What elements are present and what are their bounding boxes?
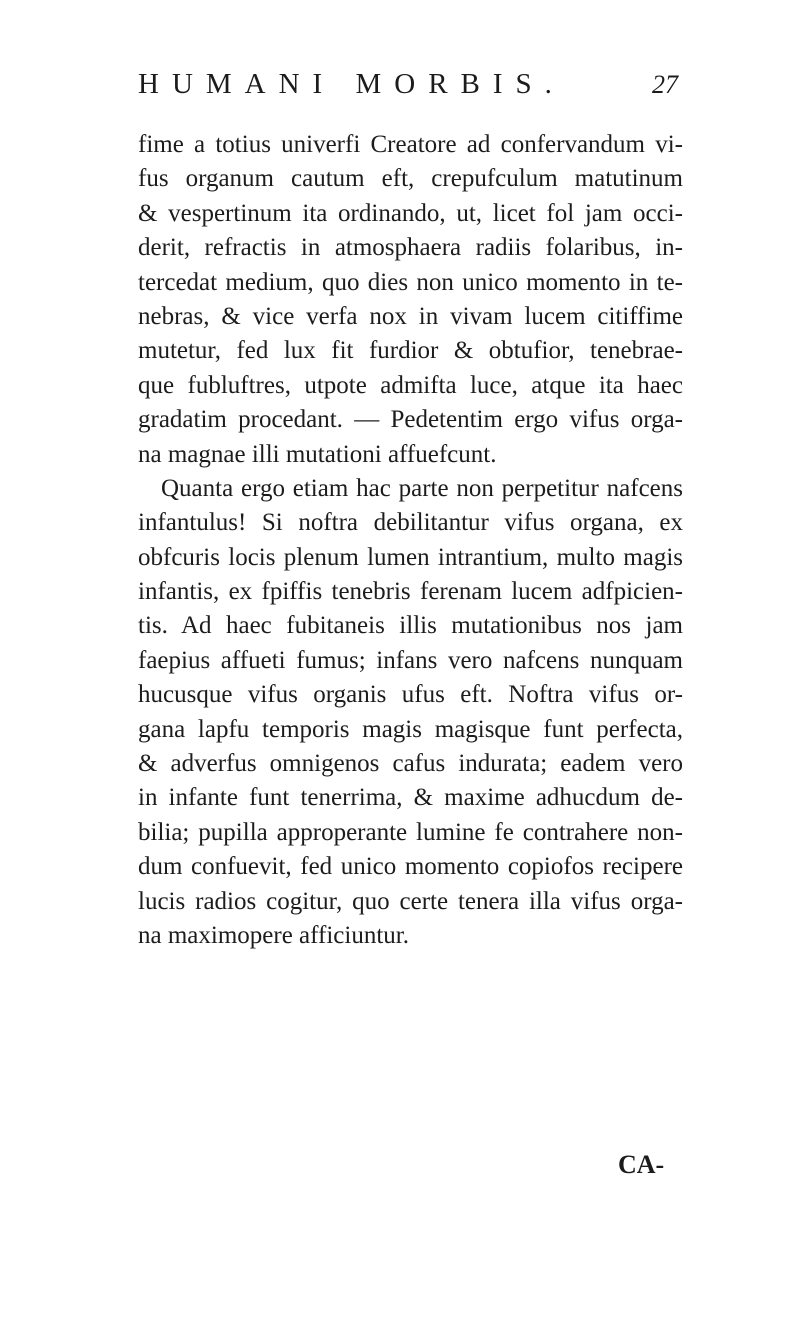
- text-line: obfcuris locis plenum lumen intrantium, multo magis: [138, 543, 683, 571]
- text-line: tercedat medium, quo dies non unico momento in te-: [138, 268, 683, 296]
- text-line: faepius affueti fumus; infans vero nafcens nunquam: [138, 646, 683, 674]
- text-line: nebras, & vice verfa nox in vivam lucem citiffime: [138, 302, 683, 330]
- text-line: gradatim procedant. — Pedetentim ergo vifus orga-: [138, 406, 683, 434]
- text-line: mutetur, fed lux fit furdior & obtufior, tenebrae-: [138, 337, 683, 365]
- text-line: gana lapfu temporis magis magisque funt perfecta,: [138, 715, 683, 743]
- running-title: HUMANI MORBIS.: [138, 68, 565, 100]
- text-line: lucis radios cogitur, quo certe tenera illa vifus orga-: [138, 887, 683, 915]
- text-line: infantulus! Si noftra debilitantur vifus organa, ex: [138, 509, 683, 537]
- text-line: tis. Ad haec fubitaneis illis mutationibus nos jam: [138, 612, 683, 640]
- body-text: [138, 128, 683, 953]
- text-line: derit, refractis in atmosphaera radiis folaribus, in-: [138, 234, 683, 262]
- text-line: in infante funt tenerrima, & maxime adhucdum de-: [138, 784, 683, 812]
- running-head: [138, 68, 678, 108]
- text-line: que fubluftres, utpote admifta luce, atque ita haec: [138, 371, 683, 399]
- text-line: hucusque vifus organis ufus eft. Noftra vifus or-: [138, 681, 683, 709]
- catchword: CA-: [618, 1150, 665, 1179]
- text-line: fime a totius univerfi Creatore ad confervandum vi-: [138, 131, 683, 158]
- text-line: & adverfus omnigenos cafus indurata; eadem vero: [138, 750, 683, 778]
- paragraph-end-line: na magnae illi mutationi affuefcunt.: [138, 440, 497, 468]
- page-number: 27: [652, 70, 678, 99]
- text-line: bilia; pupilla approperante lumine fe contrahere non-: [138, 818, 683, 846]
- text-line: infantis, ex fpiffis tenebris ferenam lucem adfpicien-: [138, 578, 683, 606]
- text-line: & vespertinum ita ordinando, ut, licet fol jam occi-: [138, 199, 683, 227]
- text-line: fus organum cautum eft, crepufculum matutinum: [138, 165, 683, 193]
- paragraph-start-line: Quanta ergo etiam hac parte non perpetitur nafcens: [161, 474, 683, 502]
- paragraph-end-line: na maximopere afficiuntur.: [138, 921, 409, 949]
- text-line: dum confuevit, fed unico momento copiofos recipere: [138, 853, 683, 881]
